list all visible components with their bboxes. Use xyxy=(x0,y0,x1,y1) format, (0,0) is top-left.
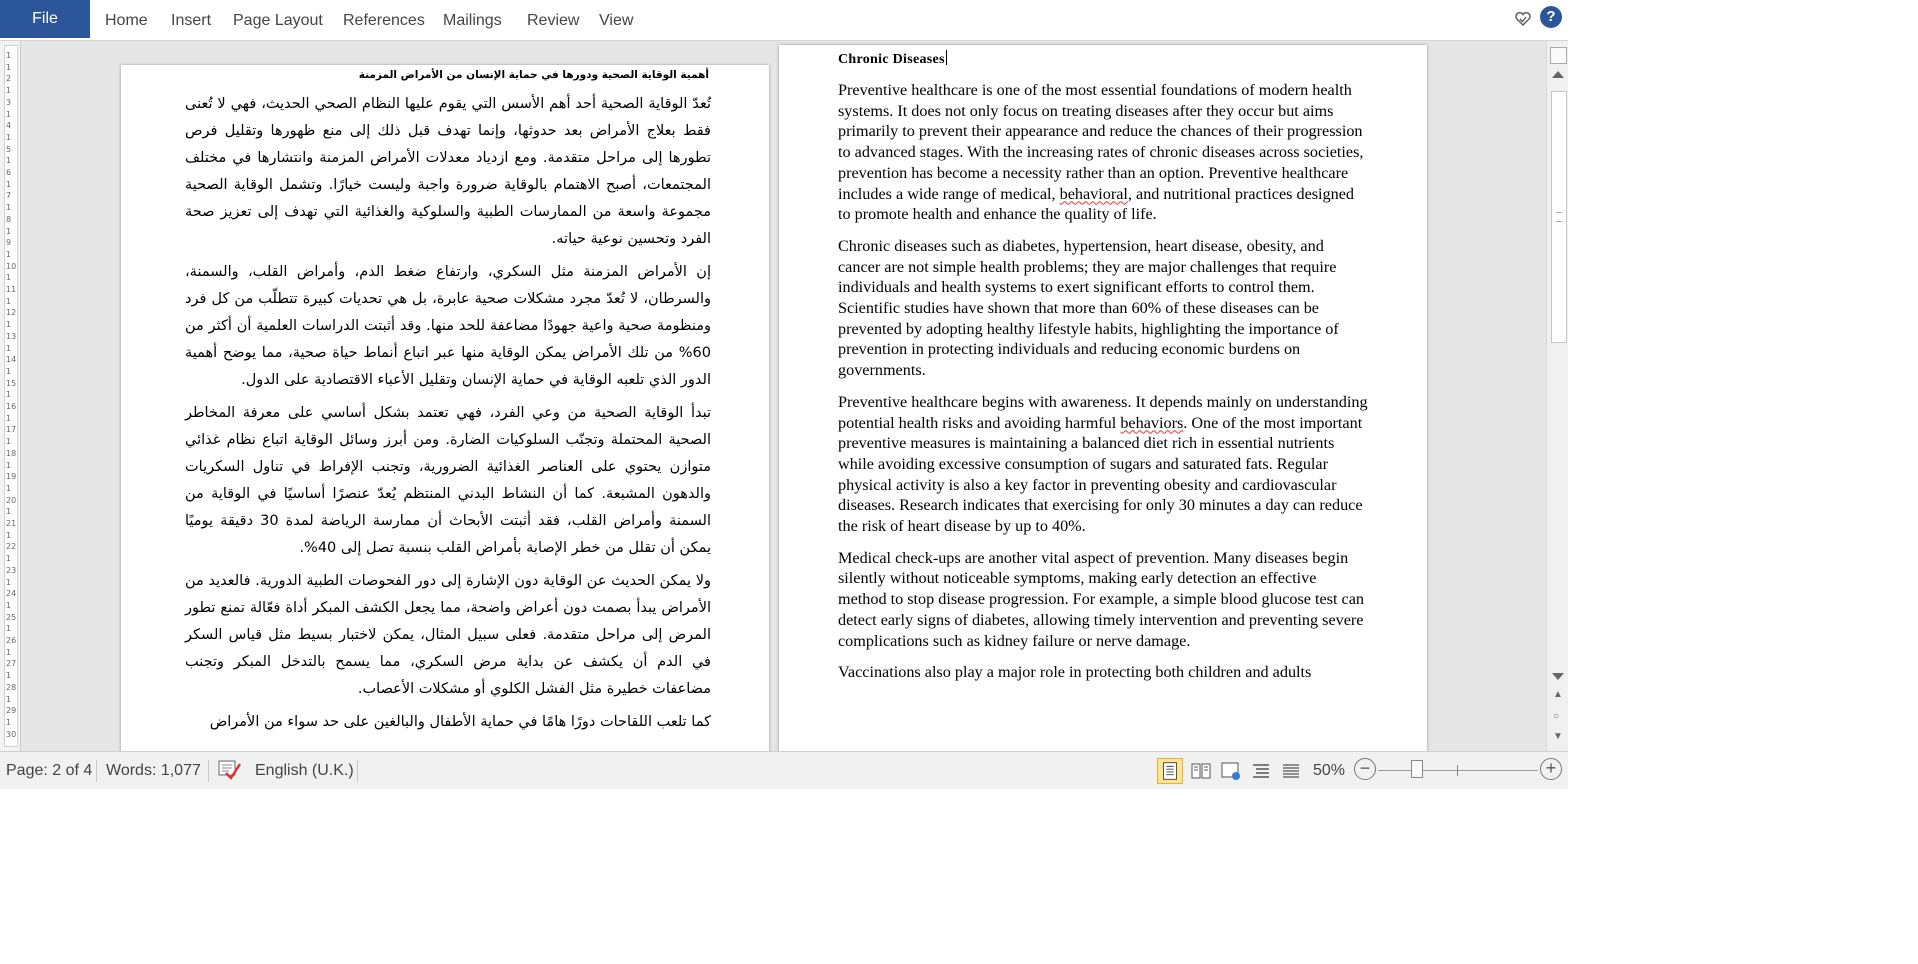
language-indicator[interactable]: English (U.K.) xyxy=(255,762,354,779)
scroll-up-icon[interactable] xyxy=(1552,71,1564,78)
ruler-number: 19 xyxy=(6,472,17,482)
browse-object-icon[interactable]: ○ xyxy=(1553,711,1560,722)
paragraph: تبدأ الوقاية الصحية من وعي الفرد، فهي تعتمد بشكل أساسي على معرفة المخاطر الصحية المحتملة وتجنّب السلوكيات الضارة. ومن أبرز وسائل الوقاية اتباع نظام غذائي متوازن يحتوي على العناصر الغذائية الضرورية، وتجنب الإفراط في تناول السكريات والدهون المشبعة. كما أن النشاط البدني المنتظم يُعدّ عنصرًا أساسيًا في الوقاية من السمنة وأمراض القلب، فقد أثبتت الأبحاث أن ممارسة الرياضة لمدة 30 دقيقة يوميًا يمكن أن تقلل من خطر الإصابة بأمراض القلب بنسبة تصل إلى 40%. xyxy=(185,405,711,556)
ruler-number: 1 xyxy=(6,51,12,60)
ruler-number: 1 xyxy=(6,320,12,330)
full-screen-reading-icon[interactable] xyxy=(1188,758,1214,784)
status-bar xyxy=(0,751,1568,789)
ruler-number: 1 xyxy=(6,179,12,189)
ruler-number: 1 xyxy=(6,366,12,376)
ruler-number: 14 xyxy=(6,355,17,365)
previous-page-icon[interactable]: ▲ xyxy=(1553,689,1563,700)
ruler-number: 29 xyxy=(6,706,17,716)
vertical-ruler xyxy=(0,41,21,751)
ruler-number: 20 xyxy=(6,495,17,505)
paragraph xyxy=(838,548,1369,652)
ruler-number: 3 xyxy=(6,97,12,107)
ruler-number: 2 xyxy=(6,74,12,84)
ruler-number: 27 xyxy=(6,659,17,669)
word-count[interactable]: Words: 1,077 xyxy=(106,762,201,779)
arabic-body xyxy=(185,91,711,742)
divider xyxy=(357,760,358,782)
ruler-number: 28 xyxy=(6,682,17,692)
ruler-number: 1 xyxy=(6,460,12,470)
tab-references[interactable]: References xyxy=(343,12,425,29)
tab-insert[interactable]: Insert xyxy=(171,12,212,29)
paragraph: إن الأمراض المزمنة مثل السكري، وارتفاع ضغط الدم، وأمراض القلب، والسمنة، والسرطان، لا تُعدّ مجرد مشكلات صحية عابرة، بل هي تحديات كبيرة تتطلّب من كل فرد ومنظومة صحية واعية جهودًا مضاعفة للحد منها. وقد أثبتت الدراسات العلمية أن أكثر من 60% من تلك الأمراض يمكن الوقاية منها عبر اتباع أنماط حياة صحية، مما يوضح أهمية الدور الذي تلعبه الوقاية في حماية الإنسان وتقليل الأعباء الاقتصادية على الدول. xyxy=(185,264,711,388)
ruler-number: 7 xyxy=(6,191,12,201)
ruler-number: 13 xyxy=(6,331,17,341)
ruler-number: 1 xyxy=(6,600,12,610)
ruler-number: 1 xyxy=(6,671,12,681)
ruler-number: 1 xyxy=(6,86,12,96)
zoom-out-icon[interactable]: − xyxy=(1354,758,1376,780)
ruler-number: 1 xyxy=(6,226,12,236)
text-cursor xyxy=(946,50,947,65)
spelling-flag[interactable]: behavioral xyxy=(1059,184,1128,203)
page-count[interactable]: Page: 2 of 4 xyxy=(6,762,93,779)
ruler-number: 18 xyxy=(6,448,17,458)
spelling-check-icon[interactable] xyxy=(216,758,242,782)
ruler-number: 1 xyxy=(6,390,12,400)
ruler-number: 1 xyxy=(6,296,12,306)
ribbon-tab-bar xyxy=(0,0,1568,41)
page-title xyxy=(838,50,947,68)
ruler-number: 24 xyxy=(6,589,17,599)
text-run: . One of the most important preventive measures is maintaining a balanced diet rich in essential nutrients while avoiding excessive consumption of sugars and saturated fats. Regular physical activity is also a key factor in preventing obesity and cardiovascular diseases. Research indicates that exercising for only 30 minutes a day can reduce the risk of heart disease by up to 40%. xyxy=(838,413,1363,536)
paragraph xyxy=(838,392,1369,537)
ruler-number: 1 xyxy=(6,647,12,657)
zoom-slider[interactable] xyxy=(1378,770,1538,771)
text-run: Vaccinations also play a major role in protecting both children and adults xyxy=(838,663,1312,682)
paragraph: كما تلعب اللقاحات دورًا هامًا في حماية الأطفال والبالغين على حد سواء من الأمراض xyxy=(209,714,711,730)
zoom-slider-thumb[interactable] xyxy=(1411,760,1423,778)
ruler-number: 1 xyxy=(6,273,12,283)
ruler-number: 26 xyxy=(6,636,17,645)
ruler-number: 22 xyxy=(6,542,17,552)
ruler-number: 1 xyxy=(6,203,12,213)
ruler-number: 1 xyxy=(6,483,12,493)
scroll-down-icon[interactable] xyxy=(1552,673,1564,680)
next-page-icon[interactable]: ▼ xyxy=(1553,731,1563,742)
ruler-number: 25 xyxy=(6,612,17,622)
ruler-number: 30 xyxy=(6,729,17,739)
ruler-number: 1 xyxy=(6,624,12,634)
ruler-number: 1 xyxy=(6,577,12,587)
english-body xyxy=(838,80,1369,694)
paragraph: ولا يمكن الحديث عن الوقاية دون الإشارة إلى دور الفحوصات الطبية الدورية. فالعديد من الأمراض يبدأ بصمت دون أعراض واضحة، مما يجعل الكشف المبكر أداة فعّالة تمنع تطور المرض إلى مراحل متقدمة. فعلى سبيل المثال، يمكن لاختبار بسيط مثل قياس السكر في الدم أن يكشف عن بداية مرض السكري، مما يسمح بالتدخل المبكر وتجنب مضاعفات خطيرة مثل الفشل الكلوي أو مشكلات الأعصاب. xyxy=(185,573,711,697)
ruler-number: 1 xyxy=(6,554,12,564)
grip-icon xyxy=(1556,212,1562,222)
spelling-flag[interactable]: behaviors xyxy=(1120,413,1184,432)
scroll-thumb[interactable] xyxy=(1551,91,1567,343)
document-page-english[interactable] xyxy=(779,45,1427,751)
web-layout-icon[interactable] xyxy=(1218,758,1244,784)
text-run: Medical check-ups are another vital aspect of prevention. Many diseases begin silently without noticeable symptoms, making early detection an effective method to stop disease progression. For example, a simple blood glucose test can detect early signs of diabetes, allowing timely intervention and preventing severe complications such as kidney failure or nerve damage. xyxy=(838,548,1364,650)
ruler-number: 1 xyxy=(6,156,12,166)
ruler-number: 1 xyxy=(6,507,12,517)
document-page-arabic[interactable] xyxy=(121,65,769,751)
ruler-number: 17 xyxy=(6,425,17,435)
tab-view[interactable]: View xyxy=(599,12,634,29)
ruler-number: 5 xyxy=(6,144,12,154)
tab-page-layout[interactable]: Page Layout xyxy=(233,12,323,29)
ruler-number: 1 xyxy=(6,62,12,72)
ruler-number: 21 xyxy=(6,519,17,528)
ruler-number: 16 xyxy=(6,402,17,411)
text-run: Preventive healthcare begins with awareness. It depends mainly on understanding potential health risks and avoiding harmful xyxy=(838,392,1368,432)
text-run: Chronic diseases such as diabetes, hypertension, heart disease, obesity, and cancer are not simple health problems; they are major challenges that require individuals and health systems to exert significant efforts to control them. Scientific studies have shown that more than 60% of these diseases can be prevented by adopting healthy lifestyle habits, highlighting the importance of prevention in protecting individuals and reducing economic burdens on governments. xyxy=(838,236,1339,380)
ruler-number: 1 xyxy=(6,109,12,119)
divider xyxy=(96,760,97,782)
zoom-center-mark xyxy=(1457,765,1458,776)
help-icon[interactable]: ? xyxy=(1540,6,1562,28)
ruler-number: 1 xyxy=(6,343,12,353)
ruler-number: 9 xyxy=(6,238,12,248)
print-layout-icon[interactable] xyxy=(1157,758,1183,784)
heart-icon[interactable] xyxy=(1514,10,1532,28)
ruler-number: 1 xyxy=(6,249,12,259)
text-run: , and nutritional practices designed to promote health and enhance the quality of life. xyxy=(838,184,1355,224)
view-ruler-button[interactable] xyxy=(1550,47,1567,64)
ruler-number: 4 xyxy=(6,121,12,131)
ruler-number: 1 xyxy=(6,530,12,540)
divider xyxy=(208,760,209,782)
title-text: Chronic Diseases xyxy=(838,52,945,67)
tab-review[interactable]: Review xyxy=(527,12,580,29)
file-tab[interactable]: File xyxy=(0,0,90,38)
ruler-number: 11 xyxy=(6,285,17,294)
tab-home[interactable]: Home xyxy=(105,12,148,29)
zoom-level[interactable]: 50% xyxy=(1313,762,1346,779)
ruler-number: 1 xyxy=(6,437,12,447)
ruler-number: 6 xyxy=(6,168,12,177)
paragraph xyxy=(838,236,1369,381)
page-title-arabic: أهمية الوقاية الصحية ودورها في حماية الإنسان من الأمراض المزمنة xyxy=(358,69,709,81)
vertical-scrollbar[interactable] xyxy=(1546,41,1568,751)
outline-icon[interactable] xyxy=(1248,758,1274,784)
ruler-number: 1 xyxy=(6,132,12,142)
paragraph: تُعدّ الوقاية الصحية أحد أهم الأسس التي يقوم عليها النظام الصحي الحديث، فهي لا تُعنى فقط بعلاج الأمراض بعد حدوثها، وإنما تهدف قبل ذلك إلى منع ظهورها وتقليل فرص تطورها إلى مراحل متقدمة. ومع ازدياد معدلات الأمراض المزمنة وانتشارها في مختلف المجتمعات، أصبح الاهتمام بالوقاية ضرورة واجبة وليست خيارًا. وتشمل الوقاية الصحية مجموعة واسعة من الممارسات الطبية والسلوكية والغذائية التي تهدف إلى تعزيز صحة الفرد وتحسين نوعية حياته. xyxy=(185,96,711,247)
ruler-number: 1 xyxy=(6,717,12,727)
ruler-number: 15 xyxy=(6,378,17,388)
ruler-number: 10 xyxy=(6,261,17,271)
draft-icon[interactable] xyxy=(1278,758,1304,784)
document-workspace xyxy=(0,41,1568,751)
ruler-number: 23 xyxy=(6,565,17,575)
ruler-number: 12 xyxy=(6,308,17,318)
paragraph xyxy=(838,80,1369,225)
text-run: Preventive healthcare is one of the most essential foundations of modern health systems. It does not only focus on treating diseases after they occur but aims primarily to prevent their appearance and reduce the chances of their progression to advanced stages. With the increasing rates of chronic diseases across societies, prevention has become a necessity rather than an option. Preventive healthcare includes a wide range of medical, xyxy=(838,81,1364,203)
tab-mailings[interactable]: Mailings xyxy=(443,12,502,29)
ruler-number: 1 xyxy=(6,694,12,704)
ruler-number: 1 xyxy=(6,413,12,423)
paragraph xyxy=(838,662,1369,683)
zoom-in-icon[interactable]: + xyxy=(1540,758,1562,780)
ruler-number: 8 xyxy=(6,214,12,224)
